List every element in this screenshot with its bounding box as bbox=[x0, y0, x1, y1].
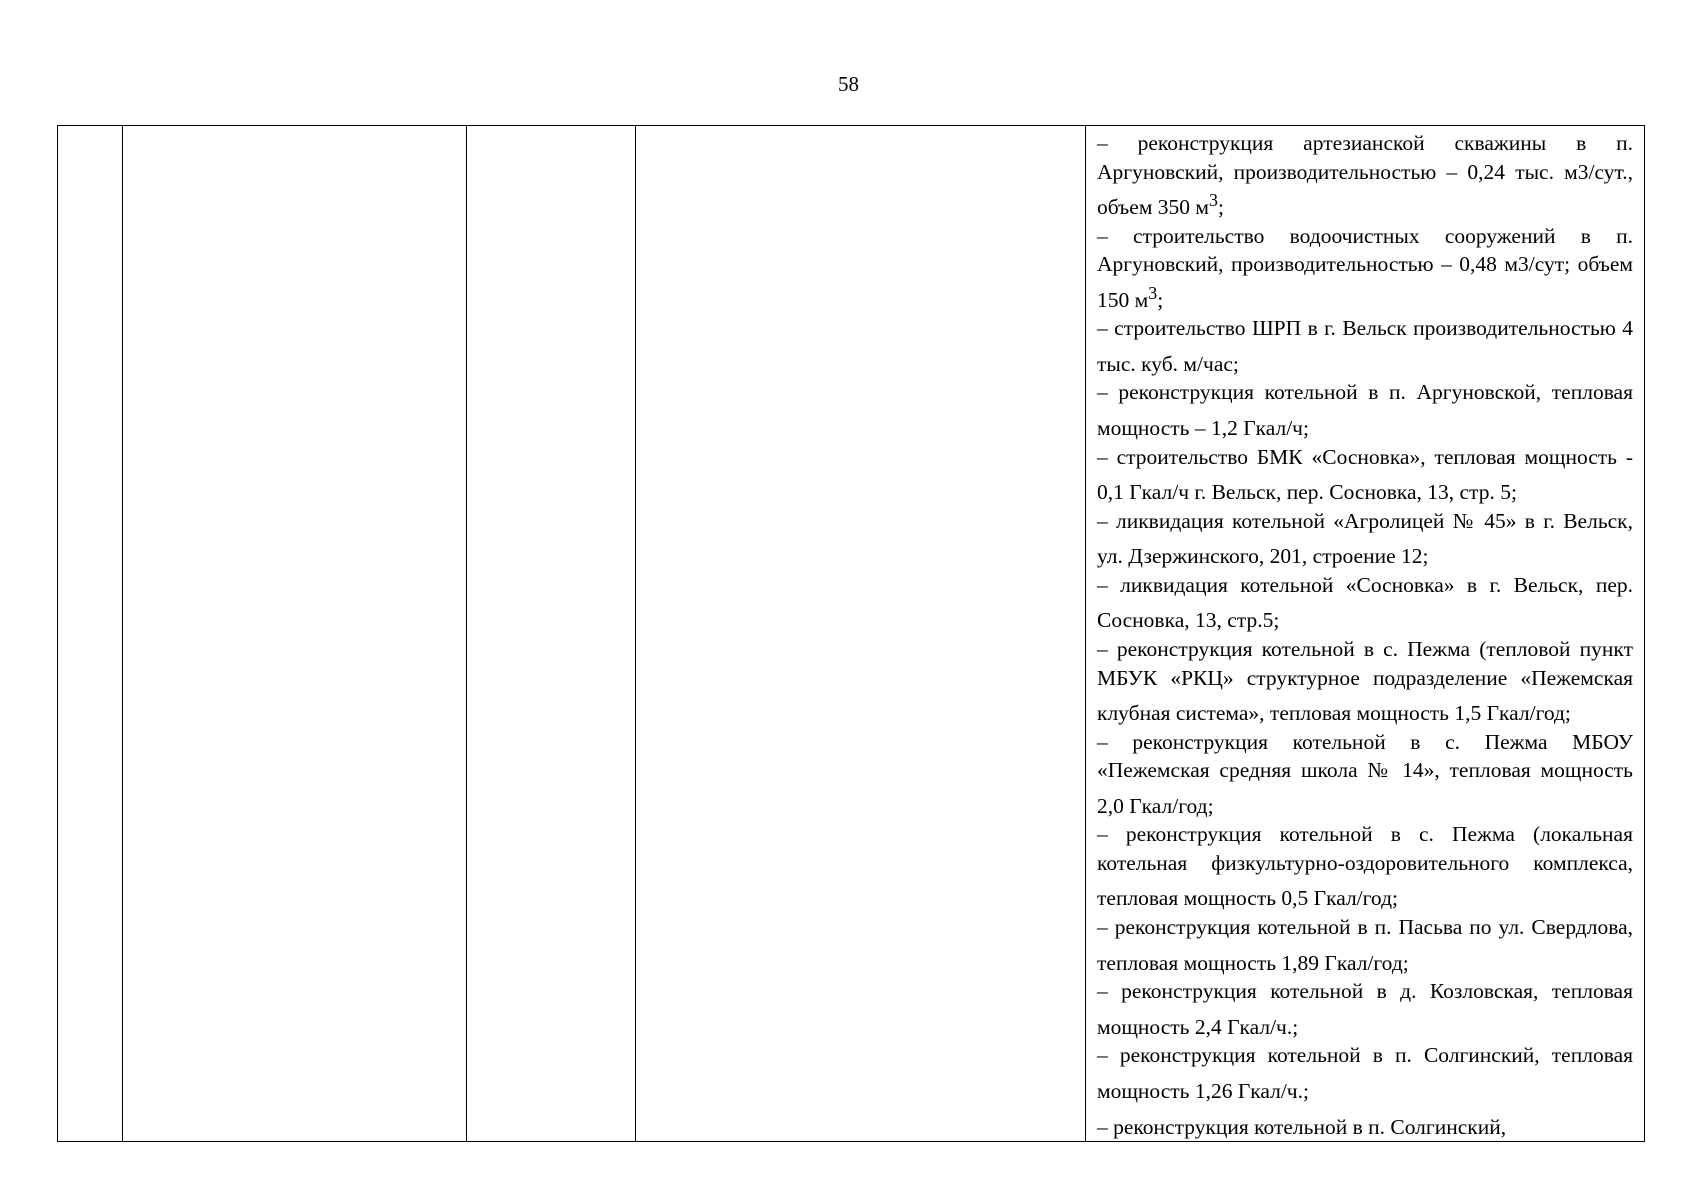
list-item-text: – реконструкция котельной в с. Пежма (локальная котельная физкультурно-оздоровительного комплекса, тепловая мощность 0,5 Гкал/год; bbox=[1097, 822, 1633, 911]
list-item-text: – реконструкция артезианской скважины в п. Аргуновский, производительностью – 0,24 тыс. м3/сут., объем 350 м bbox=[1097, 131, 1633, 220]
list-item-text: – реконструкция котельной в с. Пежма (тепловой пункт МБУК «РКЦ» структурное подразделение «Пежемская клубная система», тепловая мощность 1,5 Гкал/год; bbox=[1097, 637, 1633, 726]
table-cell-column-4 bbox=[636, 126, 1086, 1142]
list-item-text: – реконструкция котельной в с. Пежма МБОУ «Пежемская средняя школа № 14», тепловая мощность 2,0 Гкал/год; bbox=[1097, 729, 1633, 818]
list-item bbox=[1097, 635, 1633, 728]
list-item bbox=[1097, 913, 1633, 977]
list-item-text: – реконструкция котельной в п. Аргуновской, тепловая мощность – 1,2 Гкал/ч; bbox=[1097, 380, 1633, 441]
list-item-text: – реконструкция котельной в п. Солгинский, тепловая мощность 1,26 Гкал/ч.; bbox=[1097, 1043, 1633, 1104]
list-item bbox=[1097, 977, 1633, 1041]
table-cell-column-3 bbox=[467, 126, 636, 1142]
list-item bbox=[1097, 443, 1633, 507]
list-item bbox=[1097, 571, 1633, 635]
list-item-text: – строительство водоочистных сооружений в п. Аргуновский, производительностью – 0,48 м3/сут; объем 150 м bbox=[1097, 223, 1633, 312]
superscript: 3 bbox=[1148, 282, 1158, 303]
list-item bbox=[1097, 378, 1633, 442]
list-item bbox=[1097, 728, 1633, 821]
list-item bbox=[1097, 1106, 1633, 1142]
list-item-suffix: ; bbox=[1157, 287, 1164, 312]
list-item-suffix: ; bbox=[1217, 195, 1224, 220]
list-item bbox=[1097, 129, 1633, 222]
table-cell-number bbox=[58, 126, 123, 1142]
list-item bbox=[1097, 314, 1633, 378]
list-item-text: – строительство ШРП в г. Вельск производительностью 4 тыс. куб. м/час; bbox=[1097, 316, 1633, 376]
document-table bbox=[57, 125, 1645, 1142]
measures-list bbox=[1097, 129, 1633, 1141]
list-item-text: – реконструкция котельной в п. Пасьва по ул. Свердлова, тепловая мощность 1,89 Гкал/год; bbox=[1097, 915, 1633, 975]
table-cell-name bbox=[123, 126, 467, 1142]
list-item bbox=[1097, 820, 1633, 913]
table-cell-measures bbox=[1086, 126, 1645, 1142]
list-item bbox=[1097, 1041, 1633, 1105]
table-row bbox=[58, 126, 1645, 1142]
list-item-text: – реконструкция котельной в п. Солгинский, bbox=[1097, 1114, 1507, 1139]
superscript: 3 bbox=[1209, 190, 1218, 210]
list-item bbox=[1097, 507, 1633, 571]
page-number: 58 bbox=[838, 72, 859, 96]
list-item-text: – ликвидация котельной «Агролицей № 45» в г. Вельск, ул. Дзержинского, 201, строение 12; bbox=[1097, 508, 1633, 569]
list-item bbox=[1097, 222, 1633, 315]
list-item-text: – реконструкция котельной в д. Козловская, тепловая мощность 2,4 Гкал/ч.; bbox=[1097, 979, 1633, 1039]
list-item-text: – ликвидация котельной «Сосновка» в г. Вельск, пер. Сосновка, 13, стр.5; bbox=[1097, 572, 1633, 633]
list-item-text: – строительство БМК «Сосновка», тепловая мощность - 0,1 Гкал/ч г. Вельск, пер. Сосновка, 13, стр. 5; bbox=[1097, 444, 1633, 505]
